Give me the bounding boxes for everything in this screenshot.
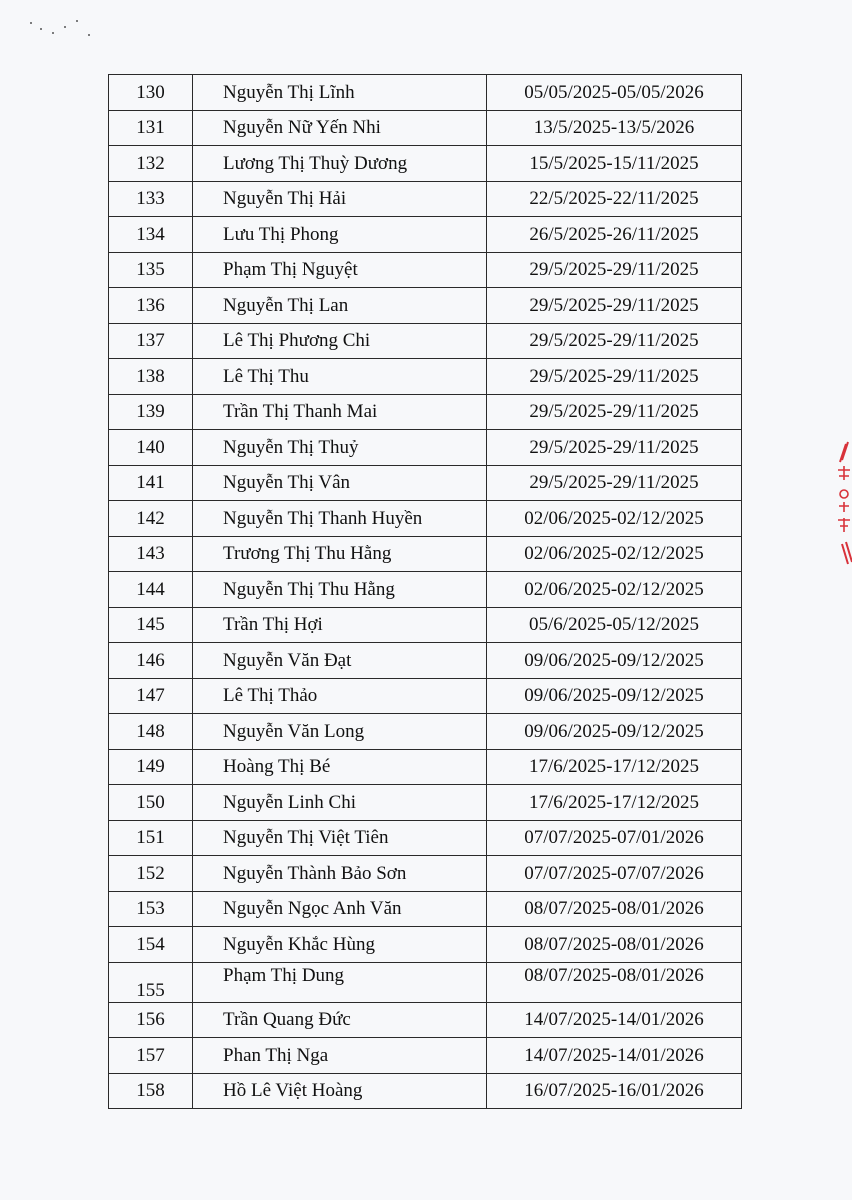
person-name: Nguyễn Văn Long — [193, 714, 487, 750]
person-name: Phạm Thị Nguyệt — [193, 252, 487, 288]
person-name: Nguyễn Thị Thanh Huyền — [193, 501, 487, 537]
row-number: 136 — [109, 288, 193, 324]
date-range: 07/07/2025-07/01/2026 — [487, 820, 742, 856]
table-row — [109, 1038, 742, 1074]
row-number: 141 — [109, 465, 193, 501]
person-name: Lưu Thị Phong — [193, 217, 487, 253]
date-range: 02/06/2025-02/12/2025 — [487, 501, 742, 537]
row-number: 139 — [109, 394, 193, 430]
person-name: Nguyễn Thành Bảo Sơn — [193, 856, 487, 892]
table-row — [109, 359, 742, 395]
person-name: Nguyễn Thị Thuỷ — [193, 430, 487, 466]
person-name: Nguyễn Thị Việt Tiên — [193, 820, 487, 856]
date-range: 29/5/2025-29/11/2025 — [487, 288, 742, 324]
person-name: Trương Thị Thu Hằng — [193, 536, 487, 572]
table-row — [109, 465, 742, 501]
row-number: 144 — [109, 572, 193, 608]
table-row — [109, 110, 742, 146]
date-range: 14/07/2025-14/01/2026 — [487, 1002, 742, 1038]
person-name: Lương Thị Thuỳ Dương — [193, 146, 487, 182]
person-name: Lê Thị Thu — [193, 359, 487, 395]
person-name: Trần Thị Thanh Mai — [193, 394, 487, 430]
row-number: 143 — [109, 536, 193, 572]
date-range: 09/06/2025-09/12/2025 — [487, 678, 742, 714]
person-name: Nguyễn Thị Vân — [193, 465, 487, 501]
person-name: Phạm Thị Dung — [193, 962, 487, 1002]
person-name: Phan Thị Nga — [193, 1038, 487, 1074]
person-name: Lê Thị Phương Chi — [193, 323, 487, 359]
row-number: 147 — [109, 678, 193, 714]
date-range: 13/5/2025-13/5/2026 — [487, 110, 742, 146]
table-row — [109, 607, 742, 643]
table-row — [109, 288, 742, 324]
row-number: 148 — [109, 714, 193, 750]
roster-table — [108, 74, 742, 1109]
table-row — [109, 501, 742, 537]
table-row — [109, 749, 742, 785]
row-number: 138 — [109, 359, 193, 395]
row-number: 153 — [109, 891, 193, 927]
date-range: 08/07/2025-08/01/2026 — [487, 962, 742, 1002]
date-range: 05/05/2025-05/05/2026 — [487, 75, 742, 111]
person-name: Hoàng Thị Bé — [193, 749, 487, 785]
red-seal-fragment — [830, 440, 852, 570]
row-number: 132 — [109, 146, 193, 182]
row-number: 146 — [109, 643, 193, 679]
date-range: 14/07/2025-14/01/2026 — [487, 1038, 742, 1074]
person-name: Nguyễn Ngọc Anh Văn — [193, 891, 487, 927]
row-number: 142 — [109, 501, 193, 537]
person-name: Nguyễn Văn Đạt — [193, 643, 487, 679]
date-range: 05/6/2025-05/12/2025 — [487, 607, 742, 643]
date-range: 07/07/2025-07/07/2026 — [487, 856, 742, 892]
person-name: Trần Quang Đức — [193, 1002, 487, 1038]
person-name: Nguyễn Thị Thu Hằng — [193, 572, 487, 608]
table-row — [109, 714, 742, 750]
table-row — [109, 323, 742, 359]
person-name: Nguyễn Linh Chi — [193, 785, 487, 821]
table-row — [109, 643, 742, 679]
table-row — [109, 75, 742, 111]
table-row — [109, 217, 742, 253]
person-name: Trần Thị Hợi — [193, 607, 487, 643]
scan-specks — [30, 18, 100, 48]
table-row — [109, 1002, 742, 1038]
table-row — [109, 536, 742, 572]
table-row — [109, 856, 742, 892]
person-name: Nguyễn Nữ Yến Nhi — [193, 110, 487, 146]
row-number: 151 — [109, 820, 193, 856]
row-number: 130 — [109, 75, 193, 111]
date-range: 09/06/2025-09/12/2025 — [487, 714, 742, 750]
table-row — [109, 572, 742, 608]
date-range: 08/07/2025-08/01/2026 — [487, 891, 742, 927]
row-number: 135 — [109, 252, 193, 288]
date-range: 09/06/2025-09/12/2025 — [487, 643, 742, 679]
person-name: Nguyễn Thị Hải — [193, 181, 487, 217]
row-number: 157 — [109, 1038, 193, 1074]
date-range: 22/5/2025-22/11/2025 — [487, 181, 742, 217]
table-row — [109, 962, 742, 1002]
date-range: 16/07/2025-16/01/2026 — [487, 1073, 742, 1109]
date-range: 26/5/2025-26/11/2025 — [487, 217, 742, 253]
table-row — [109, 820, 742, 856]
date-range: 29/5/2025-29/11/2025 — [487, 465, 742, 501]
row-number: 158 — [109, 1073, 193, 1109]
row-number: 140 — [109, 430, 193, 466]
table-row — [109, 252, 742, 288]
table-row — [109, 1073, 742, 1109]
table-row — [109, 891, 742, 927]
row-number: 150 — [109, 785, 193, 821]
table-row — [109, 394, 742, 430]
person-name: Nguyễn Thị Lĩnh — [193, 75, 487, 111]
row-number: 145 — [109, 607, 193, 643]
date-range: 29/5/2025-29/11/2025 — [487, 323, 742, 359]
table-row — [109, 181, 742, 217]
row-number: 134 — [109, 217, 193, 253]
table-row — [109, 927, 742, 963]
date-range: 17/6/2025-17/12/2025 — [487, 749, 742, 785]
table-row — [109, 678, 742, 714]
row-number: 131 — [109, 110, 193, 146]
date-range: 02/06/2025-02/12/2025 — [487, 536, 742, 572]
person-name: Lê Thị Thảo — [193, 678, 487, 714]
date-range: 29/5/2025-29/11/2025 — [487, 394, 742, 430]
date-range: 29/5/2025-29/11/2025 — [487, 430, 742, 466]
row-number: 155 — [109, 962, 193, 1002]
row-number: 152 — [109, 856, 193, 892]
table-row — [109, 146, 742, 182]
person-name: Nguyễn Khắc Hùng — [193, 927, 487, 963]
date-range: 29/5/2025-29/11/2025 — [487, 359, 742, 395]
date-range: 17/6/2025-17/12/2025 — [487, 785, 742, 821]
date-range: 29/5/2025-29/11/2025 — [487, 252, 742, 288]
row-number: 149 — [109, 749, 193, 785]
row-number: 133 — [109, 181, 193, 217]
table-row — [109, 430, 742, 466]
row-number: 137 — [109, 323, 193, 359]
table-row — [109, 785, 742, 821]
row-number: 156 — [109, 1002, 193, 1038]
date-range: 15/5/2025-15/11/2025 — [487, 146, 742, 182]
date-range: 08/07/2025-08/01/2026 — [487, 927, 742, 963]
person-name: Nguyễn Thị Lan — [193, 288, 487, 324]
person-name: Hồ Lê Việt Hoàng — [193, 1073, 487, 1109]
row-number: 154 — [109, 927, 193, 963]
date-range: 02/06/2025-02/12/2025 — [487, 572, 742, 608]
